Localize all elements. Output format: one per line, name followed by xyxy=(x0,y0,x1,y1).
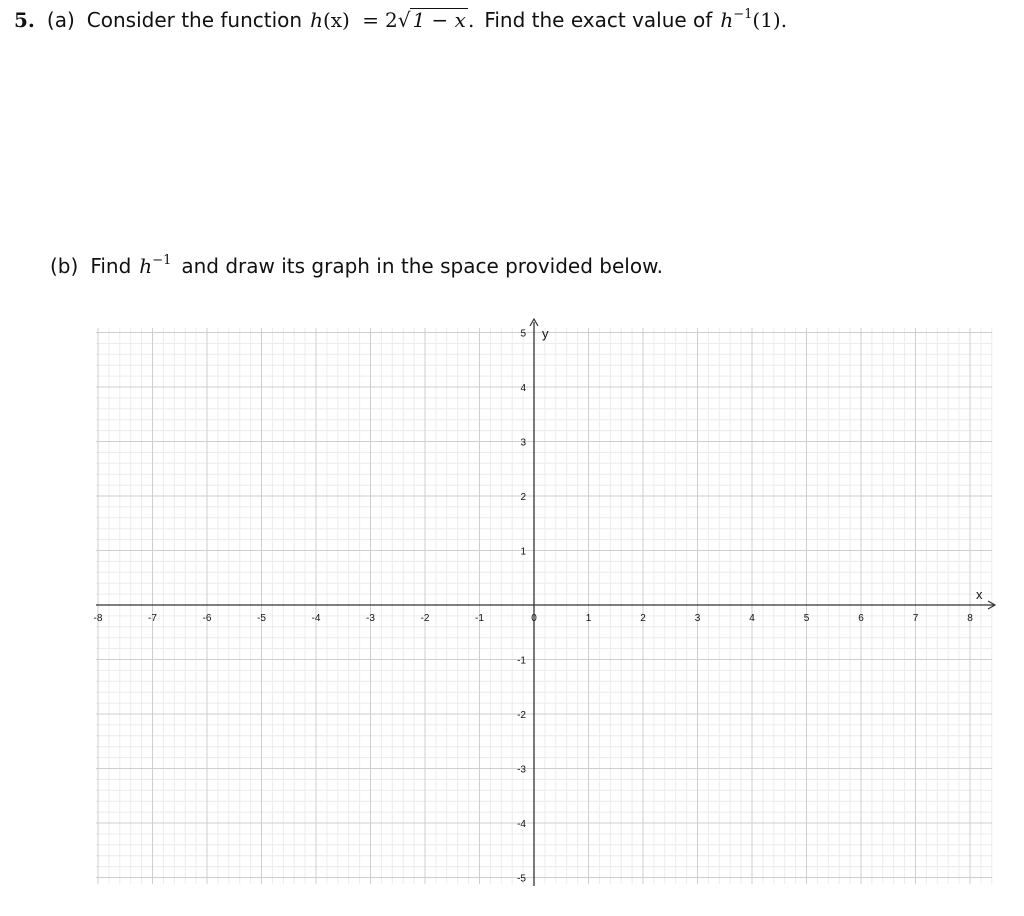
x-tick-label: 1 xyxy=(585,613,592,624)
y-tick-label: -3 xyxy=(517,764,526,776)
graph-grid[interactable] xyxy=(88,318,1000,894)
x-tick-label: 6 xyxy=(858,613,864,624)
part-b-inverse xyxy=(139,254,171,278)
x-tick-label: 5 xyxy=(803,613,810,624)
part-a-question: Find the exact value of xyxy=(484,8,713,32)
inverse-exponent: −1 xyxy=(733,7,753,22)
period: . xyxy=(467,8,475,32)
part-b-line xyxy=(50,254,663,278)
function-expression xyxy=(310,8,474,32)
x-tick-label: 2 xyxy=(640,613,646,624)
x-tick-label: 3 xyxy=(694,613,701,624)
major-grid-lines xyxy=(93,328,992,884)
x-tick-label: -3 xyxy=(366,613,375,624)
x-tick-label: -2 xyxy=(420,613,430,624)
y-tick-label: 3 xyxy=(520,437,526,449)
x-tick-label: -1 xyxy=(475,613,484,624)
x-tick-label: 8 xyxy=(967,613,973,624)
x-tick-label: -6 xyxy=(202,613,212,624)
equals-sign: = xyxy=(362,8,379,32)
y-tick-label: -4 xyxy=(517,819,526,830)
x-axis-label: x xyxy=(976,587,983,602)
final-period: . xyxy=(780,8,788,32)
part-a-intro: Consider the function xyxy=(86,8,303,32)
x-tick-label: -8 xyxy=(93,613,103,624)
x-tick-label: 4 xyxy=(749,613,755,624)
y-tick-label: -5 xyxy=(517,873,526,885)
function-argument: (x) xyxy=(322,8,350,32)
part-b-inverse-exponent: −1 xyxy=(152,253,172,268)
coefficient: 2 xyxy=(384,8,398,32)
y-tick-label: -2 xyxy=(517,710,526,721)
inverse-evaluation xyxy=(720,8,787,32)
function-name: h xyxy=(310,8,323,32)
y-tick-label: 2 xyxy=(520,492,526,503)
y-tick-label: 4 xyxy=(520,383,526,394)
y-tick-label: -1 xyxy=(517,655,526,667)
part-b-instruction: and draw its graph in the space provided below. xyxy=(181,254,663,278)
part-a-label: (a) xyxy=(46,8,75,32)
x-tick-label: -5 xyxy=(257,613,266,624)
y-axis-label: y xyxy=(542,326,549,341)
y-tick-label: 5 xyxy=(520,328,526,340)
question-number: 5. xyxy=(14,8,35,32)
part-b-label: (b) xyxy=(50,254,79,278)
sqrt-symbol: √ xyxy=(397,8,411,32)
inverse-argument: (1) xyxy=(752,8,781,32)
minor-grid-lines xyxy=(93,328,992,884)
part-b-intro: Find xyxy=(90,254,132,278)
x-tick-label: -7 xyxy=(148,613,157,624)
y-tick-label: 1 xyxy=(520,546,526,558)
x-tick-label: 7 xyxy=(912,613,919,624)
radicand: 1 − x xyxy=(412,8,466,32)
x-tick-label: -4 xyxy=(311,613,321,624)
part-b-inverse-name: h xyxy=(139,254,153,278)
inverse-name: h xyxy=(720,8,734,32)
part-a-line xyxy=(14,8,787,32)
x-tick-label: 0 xyxy=(531,613,537,624)
x-tick-labels xyxy=(94,613,974,624)
